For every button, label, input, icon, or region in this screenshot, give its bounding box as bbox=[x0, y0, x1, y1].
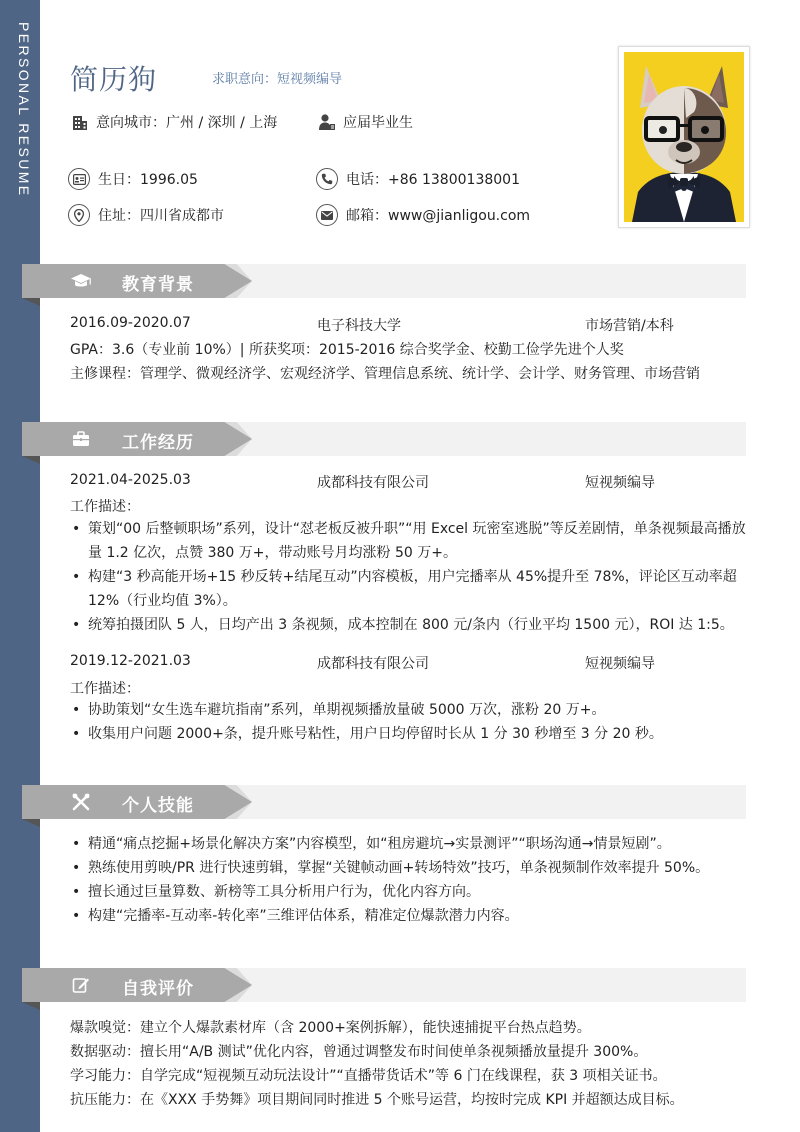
self-header bbox=[22, 968, 746, 1002]
list-item: • 擅长通过巨量算数、新榜等工具分析用户行为，优化内容方向。 bbox=[70, 880, 750, 904]
briefcase-icon bbox=[70, 429, 92, 449]
self-line-2: 数据驱动：擅长用“A/B 测试”优化内容，曾通过调整发布时间使单条视频播放量提升 300%。 bbox=[70, 1044, 648, 1060]
self-line-3: 学习能力：自学完成“短视频互动玩法设计”“直播带货话术”等 6 门在线课程，获 3 项相关证书。 bbox=[70, 1068, 667, 1084]
job1-period: 2021.04-2025.03 bbox=[70, 472, 191, 488]
status-text: 应届毕业生 bbox=[343, 115, 413, 131]
work-header bbox=[22, 422, 746, 456]
list-item: • 统筹拍摄团队 5 人，日均产出 3 条视频，成本控制在 800 元/条内（行业平均 1500 元），ROI 达 1:5。 bbox=[70, 613, 750, 637]
education-title: 教育背景 bbox=[122, 275, 194, 295]
education-header bbox=[22, 264, 746, 298]
skills-header bbox=[22, 785, 746, 819]
phone-text: 电话：+86 13800138001 bbox=[346, 172, 520, 188]
list-item: • 精通“痛点挖掘+场景化解决方案”内容模型，如“租房避坑→实景测评”“职场沟通→情景短剧”。 bbox=[70, 832, 750, 856]
email-text: 邮箱：www@jianligou.com bbox=[346, 208, 531, 224]
list-item: • 熟练使用剪映/PR 进行快速剪辑，掌握“关键帧动画+转场特效”技巧，单条视频制作效率提升 50%。 bbox=[70, 856, 750, 880]
skills-title: 个人技能 bbox=[122, 796, 194, 816]
work-title: 工作经历 bbox=[122, 433, 194, 453]
tools-icon bbox=[70, 792, 92, 812]
info-address bbox=[68, 204, 224, 226]
info-email bbox=[316, 204, 530, 226]
person-icon bbox=[317, 112, 337, 132]
edu-gpa: GPA：3.6（专业前 10%）| 所获奖项：2015-2016 综合奖学金、校勤工俭学先进个人奖 bbox=[70, 342, 624, 358]
id-card-icon bbox=[68, 168, 90, 190]
edu-courses: 主修课程：管理学、微观经济学、宏观经济学、管理信息系统、统计学、会计学、财务管理、市场营销 bbox=[70, 366, 700, 382]
section-fold bbox=[22, 819, 40, 827]
job2-role: 短视频编导 bbox=[585, 656, 655, 672]
job1-desc-label: 工作描述： bbox=[70, 499, 140, 515]
edu-period: 2016.09-2020.07 bbox=[70, 315, 191, 331]
edu-major: 市场营销/本科 bbox=[585, 318, 674, 334]
job2-bullets bbox=[70, 698, 750, 746]
edit-icon bbox=[70, 975, 92, 995]
birthday-text: 生日：1996.05 bbox=[98, 172, 198, 188]
edu-school: 电子科技大学 bbox=[317, 318, 401, 334]
job2-company: 成都科技有限公司 bbox=[317, 656, 429, 672]
info-status bbox=[317, 112, 413, 132]
job-intent: 求职意向：短视频编导 bbox=[212, 72, 343, 87]
envelope-icon bbox=[316, 204, 338, 226]
list-item: • 构建“完播率-互动率-转化率”三维评估体系，精准定位爆款潜力内容。 bbox=[70, 904, 750, 928]
section-fold bbox=[22, 298, 40, 306]
location-pin-icon bbox=[68, 204, 90, 226]
list-item: • 协助策划“女生选车避坑指南”系列，单期视频播放量破 5000 万次，涨粉 20 万+。 bbox=[70, 698, 750, 722]
info-city bbox=[70, 112, 277, 132]
self-line-4: 抗压能力：在《XXX 手势舞》项目期间同时推进 5 个账号运营，均按时完成 KPI 并超额达成目标。 bbox=[70, 1092, 684, 1108]
skills-bullets bbox=[70, 832, 750, 928]
profile-photo bbox=[618, 46, 750, 228]
section-fold bbox=[22, 1002, 40, 1010]
candidate-name: 简历狗 bbox=[70, 63, 158, 96]
job2-desc-label: 工作描述： bbox=[70, 681, 140, 697]
job1-role: 短视频编导 bbox=[585, 475, 655, 491]
job2-period: 2019.12-2021.03 bbox=[70, 653, 191, 669]
graduation-cap-icon bbox=[70, 271, 92, 291]
city-text: 意向城市：广州 / 深圳 / 上海 bbox=[96, 115, 278, 131]
address-text: 住址：四川省成都市 bbox=[98, 208, 224, 224]
self-title: 自我评价 bbox=[122, 979, 194, 999]
list-item: • 收集用户问题 2000+条，提升账号粘性，用户日均停留时长从 1 分 30 秒增至 3 分 20 秒。 bbox=[70, 722, 750, 746]
building-icon bbox=[70, 112, 90, 132]
self-line-1: 爆款嗅觉：建立个人爆款素材库（含 2000+案例拆解），能快速捕捉平台热点趋势。 bbox=[70, 1020, 591, 1036]
list-item: • 构建“3 秒高能开场+15 秒反转+结尾互动”内容模板，用户完播率从 45%提升至 78%，评论区互动率超 12%（行业均值 3%）。 bbox=[70, 565, 750, 613]
phone-icon bbox=[316, 168, 338, 190]
info-birthday bbox=[68, 168, 198, 190]
section-fold bbox=[22, 456, 40, 464]
job1-bullets bbox=[70, 517, 750, 637]
job1-company: 成都科技有限公司 bbox=[317, 475, 429, 491]
info-phone bbox=[316, 168, 520, 190]
side-bar-title: PERSONAL RESUME bbox=[16, 22, 32, 198]
list-item: • 策划“00 后整顿职场”系列，设计“怼老板反被升职”“用 Excel 玩密室逃脱”等反差剧情，单条视频最高播放量 1.2 亿次，点赞 380 万+，带动账号月均涨粉 50 万+。 bbox=[70, 517, 750, 565]
